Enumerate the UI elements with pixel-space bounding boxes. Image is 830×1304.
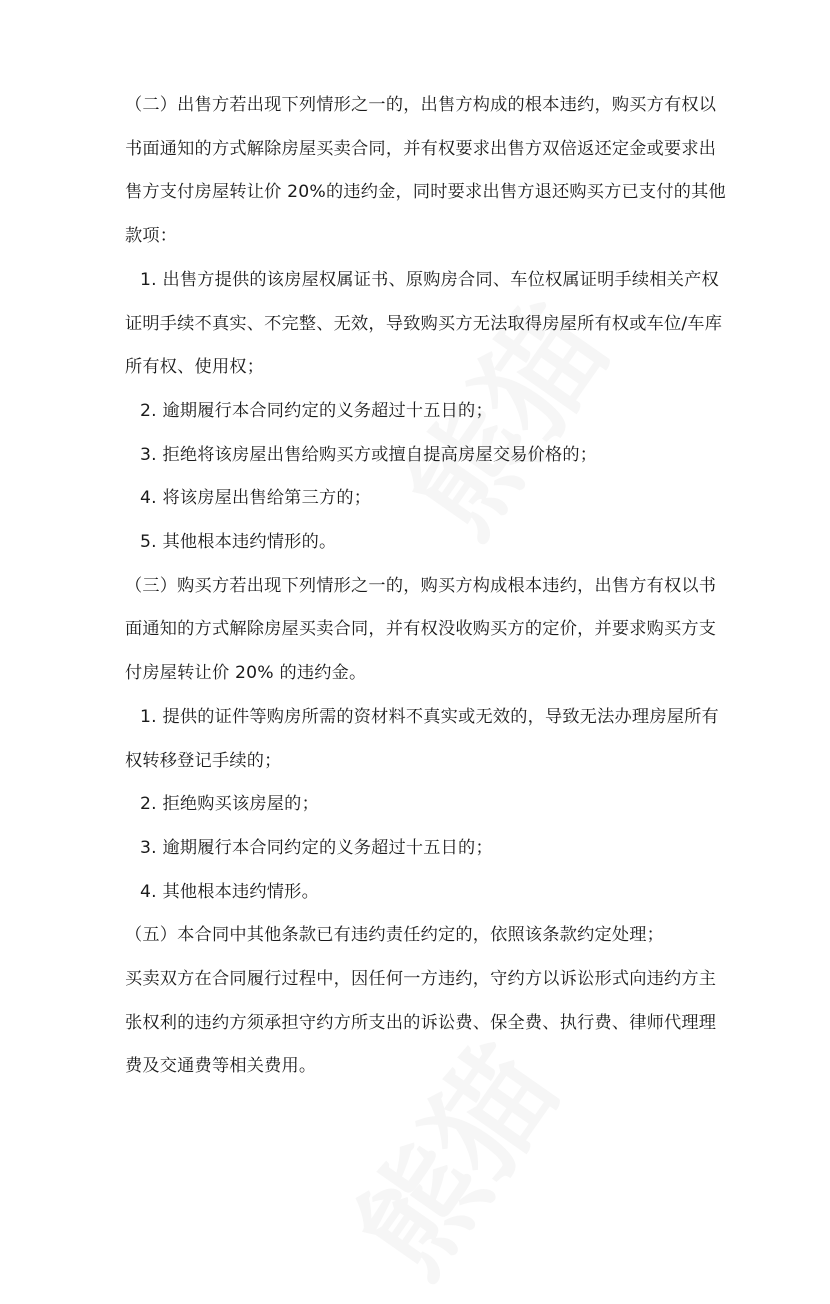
paragraph-line: 费及交通费等相关费用。: [125, 1056, 317, 1077]
list-item-line: 2. 拒绝购买该房屋的；: [140, 794, 319, 815]
paragraph-line: 付房屋转让价 20% 的违约金。: [125, 663, 367, 684]
list-item-line: 1. 出售方提供的该房屋权属证书、原购房合同、车位权属证明手续相关产权: [140, 269, 719, 290]
paragraph-line: 款项：: [125, 226, 178, 247]
paragraph-line: （三）购买方若出现下列情形之一的，购买方构成根本违约，出售方有权以书: [125, 575, 717, 596]
list-item-line: 4. 将该房屋出售给第三方的；: [140, 488, 372, 509]
paragraph-line: （五）本合同中其他条款已有违约责任约定的，依照该条款约定处理；: [125, 925, 665, 946]
list-item-line: 2. 逾期履行本合同约定的义务超过十五日的；: [140, 400, 493, 421]
paragraph-line: （二）出售方若出现下列情形之一的，出售方构成的根本违约，购买方有权以: [125, 95, 717, 115]
list-item-line: 3. 逾期履行本合同约定的义务超过十五日的；: [140, 837, 493, 858]
paragraph-line: 证明手续不真实、不完整、无效，导致购买方无法取得房屋所有权或车位/车库: [125, 313, 723, 334]
paragraph-line: 售方支付房屋转让价 20%的违约金，同时要求出售方退还购买方已支付的其他: [125, 182, 726, 203]
paragraph-line: 张权利的违约方须承担守约方所支出的诉讼费、保全费、执行费、律师代理理: [125, 1012, 717, 1033]
paragraph-line: 买卖双方在合同履行过程中，因任何一方违约，守约方以诉讼形式向违约方主: [125, 969, 717, 989]
list-item-line: 5. 其他根本违约情形的。: [140, 532, 337, 552]
paragraph-line: 所有权、使用权；: [125, 357, 265, 378]
paragraph-line: 面通知的方式解除房屋买卖合同，并有权没收购买方的定价，并要求购买方支: [125, 619, 717, 640]
watermark: [311, 1008, 590, 1303]
list-item-line: 1. 提供的证件等购房所需的资材料不真实或无效的，导致无法办理房屋所有: [140, 706, 719, 727]
paragraph-line: 权转移登记手续的；: [125, 750, 282, 771]
paragraph-line: 书面通知的方式解除房屋买卖合同，并有权要求出售方双倍返还定金或要求出: [125, 138, 717, 159]
list-item-line: 3. 拒绝将该房屋出售给购买方或擅自提高房屋交易价格的；: [140, 444, 598, 465]
list-item-line: 4. 其他根本违约情形。: [140, 881, 319, 902]
